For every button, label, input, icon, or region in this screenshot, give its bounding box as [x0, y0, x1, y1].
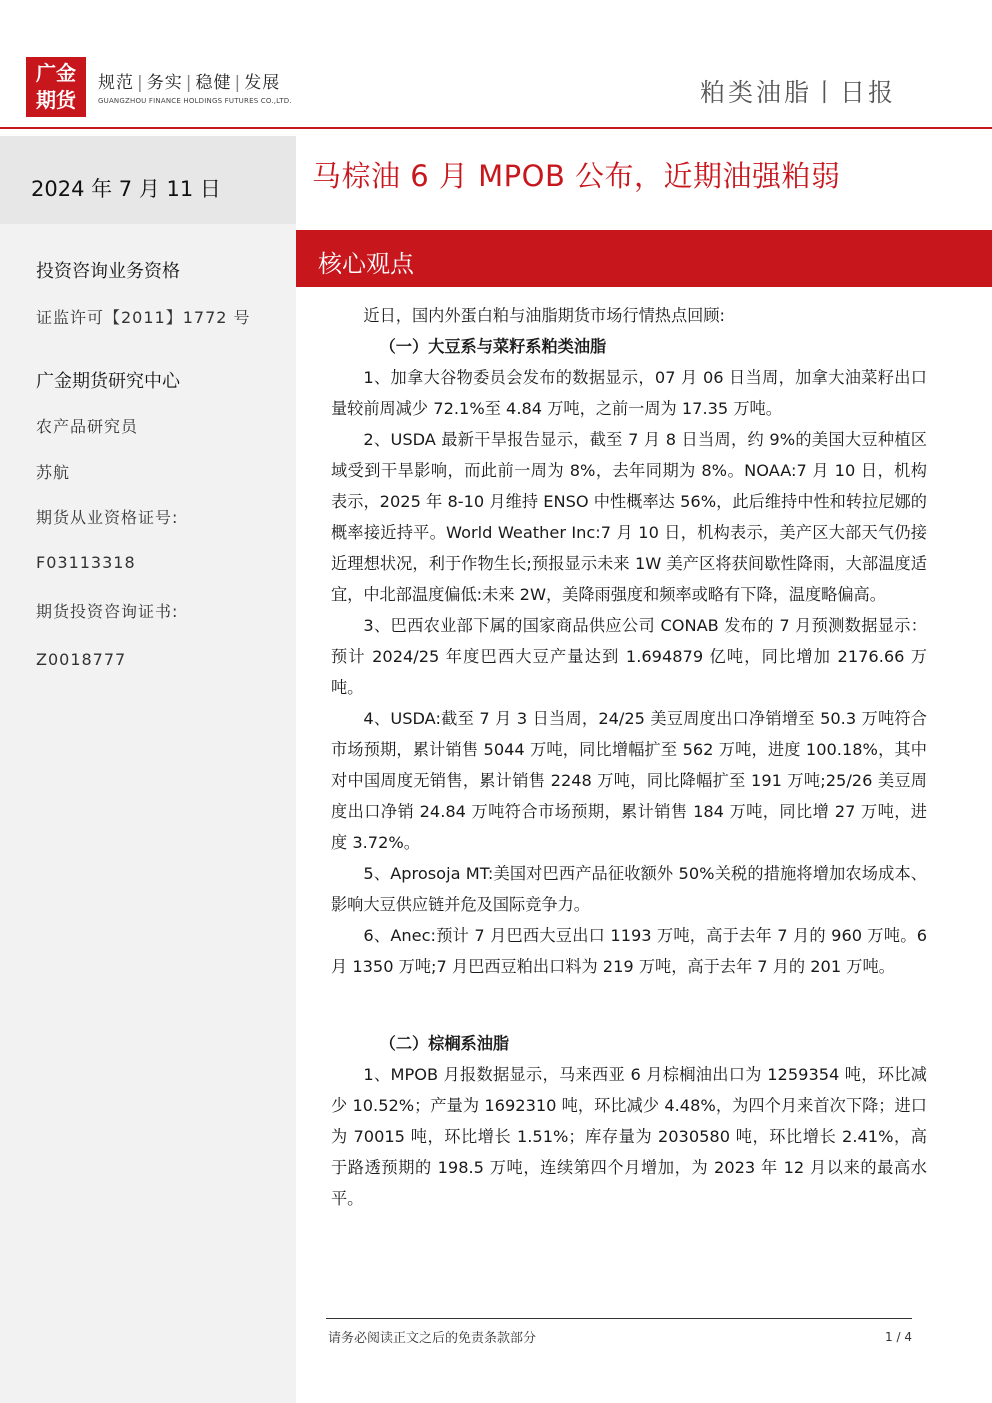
analyst-role: 农产品研究员 — [36, 417, 139, 436]
research-center: 广金期货研究中心 — [36, 371, 180, 392]
sub-heading-palm: （二）棕榈系油脂 — [379, 1034, 510, 1053]
page-number: 1 / 4 — [885, 1330, 912, 1344]
paragraph: 2、USDA 最新干旱报告显示，截至 7 月 8 日当周，约 9%的美国大豆种植区域受到干旱影响，而此前一周为 8%，去年同期为 8%。NOAA:7 月 10 日，机构表示，2025 年 8-10 月维持 ENSO 中性概率达 56%，此后维持中性和转拉尼娜的概率接近持平。World Weather Inc:7 月 10 日，机构表示，美产区大部天气仍接近理想状况，利于作物生长;预报显示未来 1W 美产区将获间歇性降雨，大部温度适宜，中北部温度偏低:未来 2W，美降雨强度和频率或略有下降，温度略偏高。 — [331, 430, 927, 604]
slogan-word: 务实 — [146, 73, 183, 93]
section-header — [296, 230, 992, 287]
paragraph: 4、USDA:截至 7 月 3 日当周，24/25 美豆周度出口净销增至 50.3 万吨符合市场预期，累计销售 5044 万吨，同比增幅扩至 562 万吨，进度 100.18%，其中对中国周度无销售，累计销售 2248 万吨，同比降幅扩至 191 万吨;25/26 美豆周度出口净销 24.84 万吨符合市场预期，累计销售 184 万吨，同比增 27 万吨，进度 3.72%。 — [331, 709, 927, 852]
futures-cert-number: F03113318 — [36, 553, 136, 572]
report-date: 2024 年 7 月 11 日 — [31, 177, 221, 201]
footer-divider — [326, 1318, 912, 1319]
company-slogan: 规范 | 务实 | 稳健 | 发展 — [98, 73, 281, 93]
logo-line-2: 期货 — [36, 88, 76, 112]
report-body — [331, 300, 927, 1214]
futures-cert-label: 期货从业资格证号: — [36, 508, 179, 527]
qualification-title: 投资咨询业务资格 — [36, 261, 180, 282]
paragraph: 3、巴西农业部下属的国家商品供应公司 CONAB 发布的 7 月预测数据显示：预计 2024/25 年度巴西大豆产量达到 1.694879 亿吨，同比增加 2176.66 万吨。 — [331, 616, 927, 697]
disclaimer-note: 请务必阅读正文之后的免责条款部分 — [328, 1331, 537, 1346]
intro-paragraph: 近日，国内外蛋白粕与油脂期货市场行情热点回顾: — [363, 306, 725, 325]
date-box — [0, 136, 296, 224]
analyst-name: 苏航 — [36, 463, 71, 482]
consult-cert-number: Z0018777 — [36, 650, 127, 669]
company-logo — [26, 57, 86, 117]
paragraph: 6、Anec:预计 7 月巴西大豆出口 1193 万吨，高于去年 7 月的 960 万吨。6 月 1350 万吨;7 月巴西豆粕出口料为 219 万吨，高于去年 7 月的 201 万吨。 — [331, 926, 927, 976]
company-english-name: GUANGZHOU FINANCE HOLDINGS FUTURES CO.,LTD. — [98, 97, 292, 105]
report-type: 粕类油脂丨日报 — [699, 78, 896, 107]
slogan-word: 稳健 — [195, 73, 232, 93]
paragraph: 1、加拿大谷物委员会发布的数据显示，07 月 06 日当周，加拿大油菜籽出口量较前周减少 72.1%至 4.84 万吨，之前一周为 17.35 万吨。 — [331, 368, 927, 418]
slogan-word: 规范 — [98, 73, 134, 93]
slogan-word: 发展 — [244, 73, 281, 93]
report-title: 马棕油 6 月 MPOB 公布，近期油强粕弱 — [312, 159, 841, 193]
paragraph: 1、MPOB 月报数据显示，马来西亚 6 月棕榈油出口为 1259354 吨，环比减少 10.52%；产量为 1692310 吨，环比减少 4.48%，为四个月来首次下降；进口为 70015 吨，环比增长 1.51%；库存量为 2030580 吨，环比增长 2.41%，高于路透预期的 198.5 万吨，连续第四个月增加，为 2023 年 12 月以来的最高水平。 — [331, 1065, 927, 1208]
section-title: 核心观点 — [318, 250, 414, 278]
consult-cert-label: 期货投资咨询证书: — [36, 602, 179, 621]
sub-heading-soy-rapeseed: （一）大豆系与菜籽系粕类油脂 — [379, 337, 607, 356]
spacer — [331, 982, 927, 1028]
paragraph: 5、Aprosoja MT:美国对巴西产品征收额外 50%关税的措施将增加农场成本、影响大豆供应链并危及国际竞争力。 — [331, 864, 927, 914]
license-number: 证监许可【2011】1772 号 — [36, 308, 251, 327]
logo-line-1: 广金 — [36, 61, 76, 85]
sidebar — [0, 136, 296, 1403]
header-divider — [0, 127, 992, 129]
